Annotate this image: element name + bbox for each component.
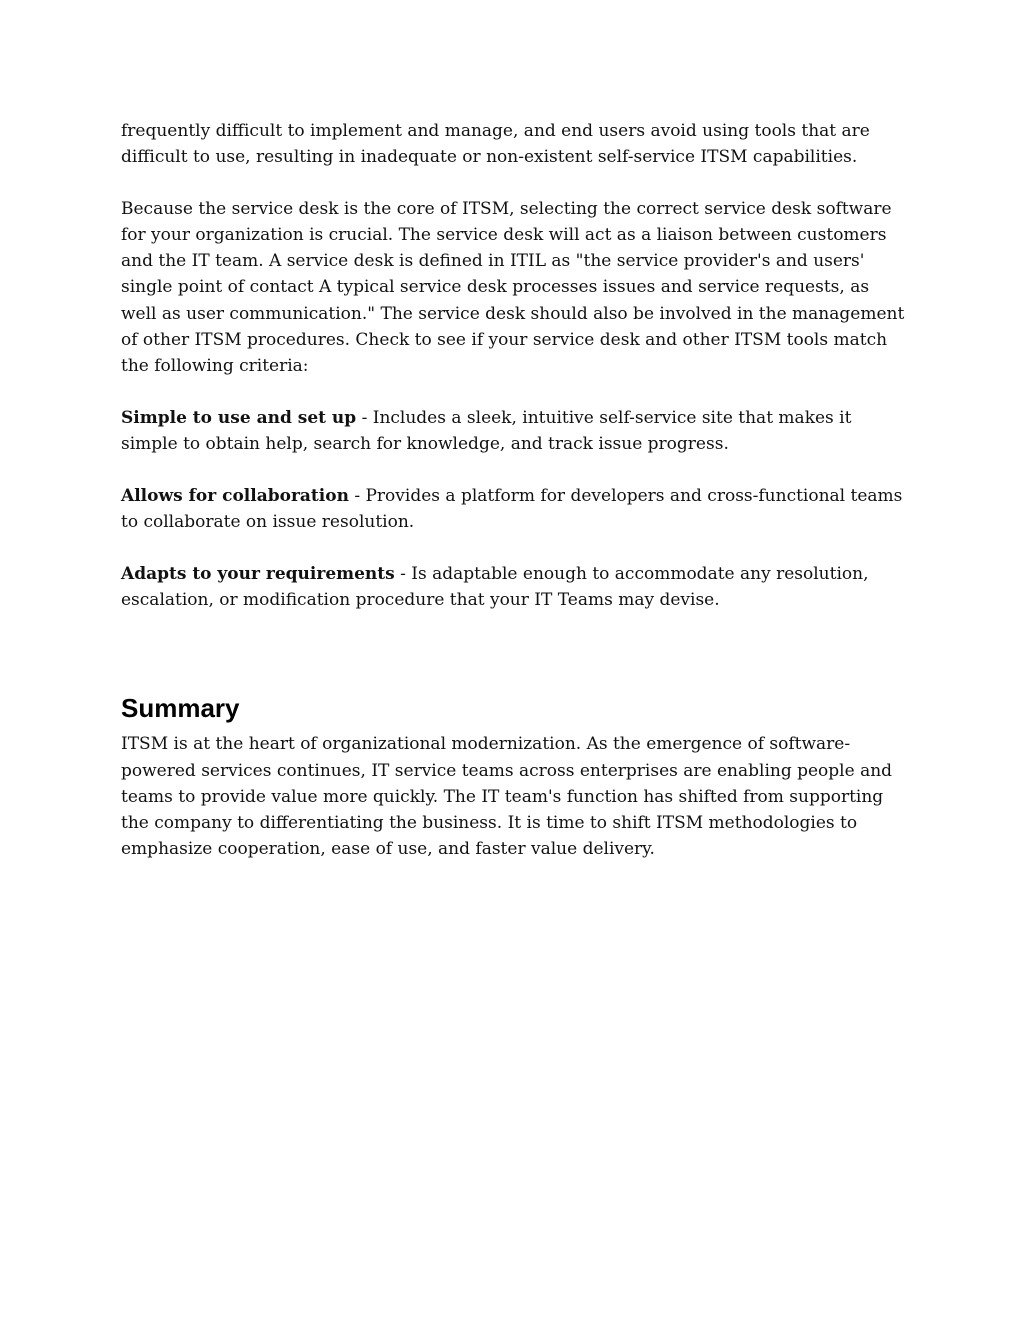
criteria-text: - Is adaptable enough to accommodate any resolution, escalation, or modification procedure that your IT Teams may devise. — [121, 564, 869, 611]
criteria-title: Simple to use and set up — [121, 407, 357, 428]
summary-heading: Summary — [121, 693, 240, 724]
criteria-title: Allows for collaboration — [121, 486, 349, 507]
document-body — [121, 118, 907, 888]
criteria-text: - Includes a sleek, intuitive self-service site that makes it simple to obtain help, search for knowledge, and track issue progress. — [121, 407, 852, 454]
criteria-text: - Provides a platform for developers and cross-functional teams to collaborate on issue resolution. — [121, 486, 903, 533]
summary-paragraph: ITSM is at the heart of organizational modernization. As the emergence of software-powered services continues, IT service teams across enterprises are enabling people and teams to provide value more quickly. The IT team's function has shifted from supporting the company to differentiating the business. It is time to shift ITSM methodologies to emphasize cooperation, ease of use, and faster value delivery. — [121, 734, 893, 859]
section-spacer — [121, 639, 907, 691]
criteria-item-simple — [121, 405, 907, 457]
criteria-item-collaboration — [121, 483, 907, 535]
criteria-title: Adapts to your requirements — [121, 564, 395, 585]
intro-paragraph: frequently difficult to implement and manage, and end users avoid using tools that are difficult to use, resulting in inadequate or non-existent self-service ITSM capabilities. — [121, 121, 870, 168]
criteria-item-adapts — [121, 561, 907, 613]
service-desk-paragraph: Because the service desk is the core of ITSM, selecting the correct service desk software for your organization is crucial. The service desk will act as a liaison between customers and the IT team. A service desk is defined in ITIL as "the service provider's and users' single point of contact A typical service desk processes issues and service requests, as well as user communication." The service desk should also be involved in the management of other ITSM procedures. Check to see if your service desk and other ITSM tools match the following criteria: — [121, 199, 905, 376]
